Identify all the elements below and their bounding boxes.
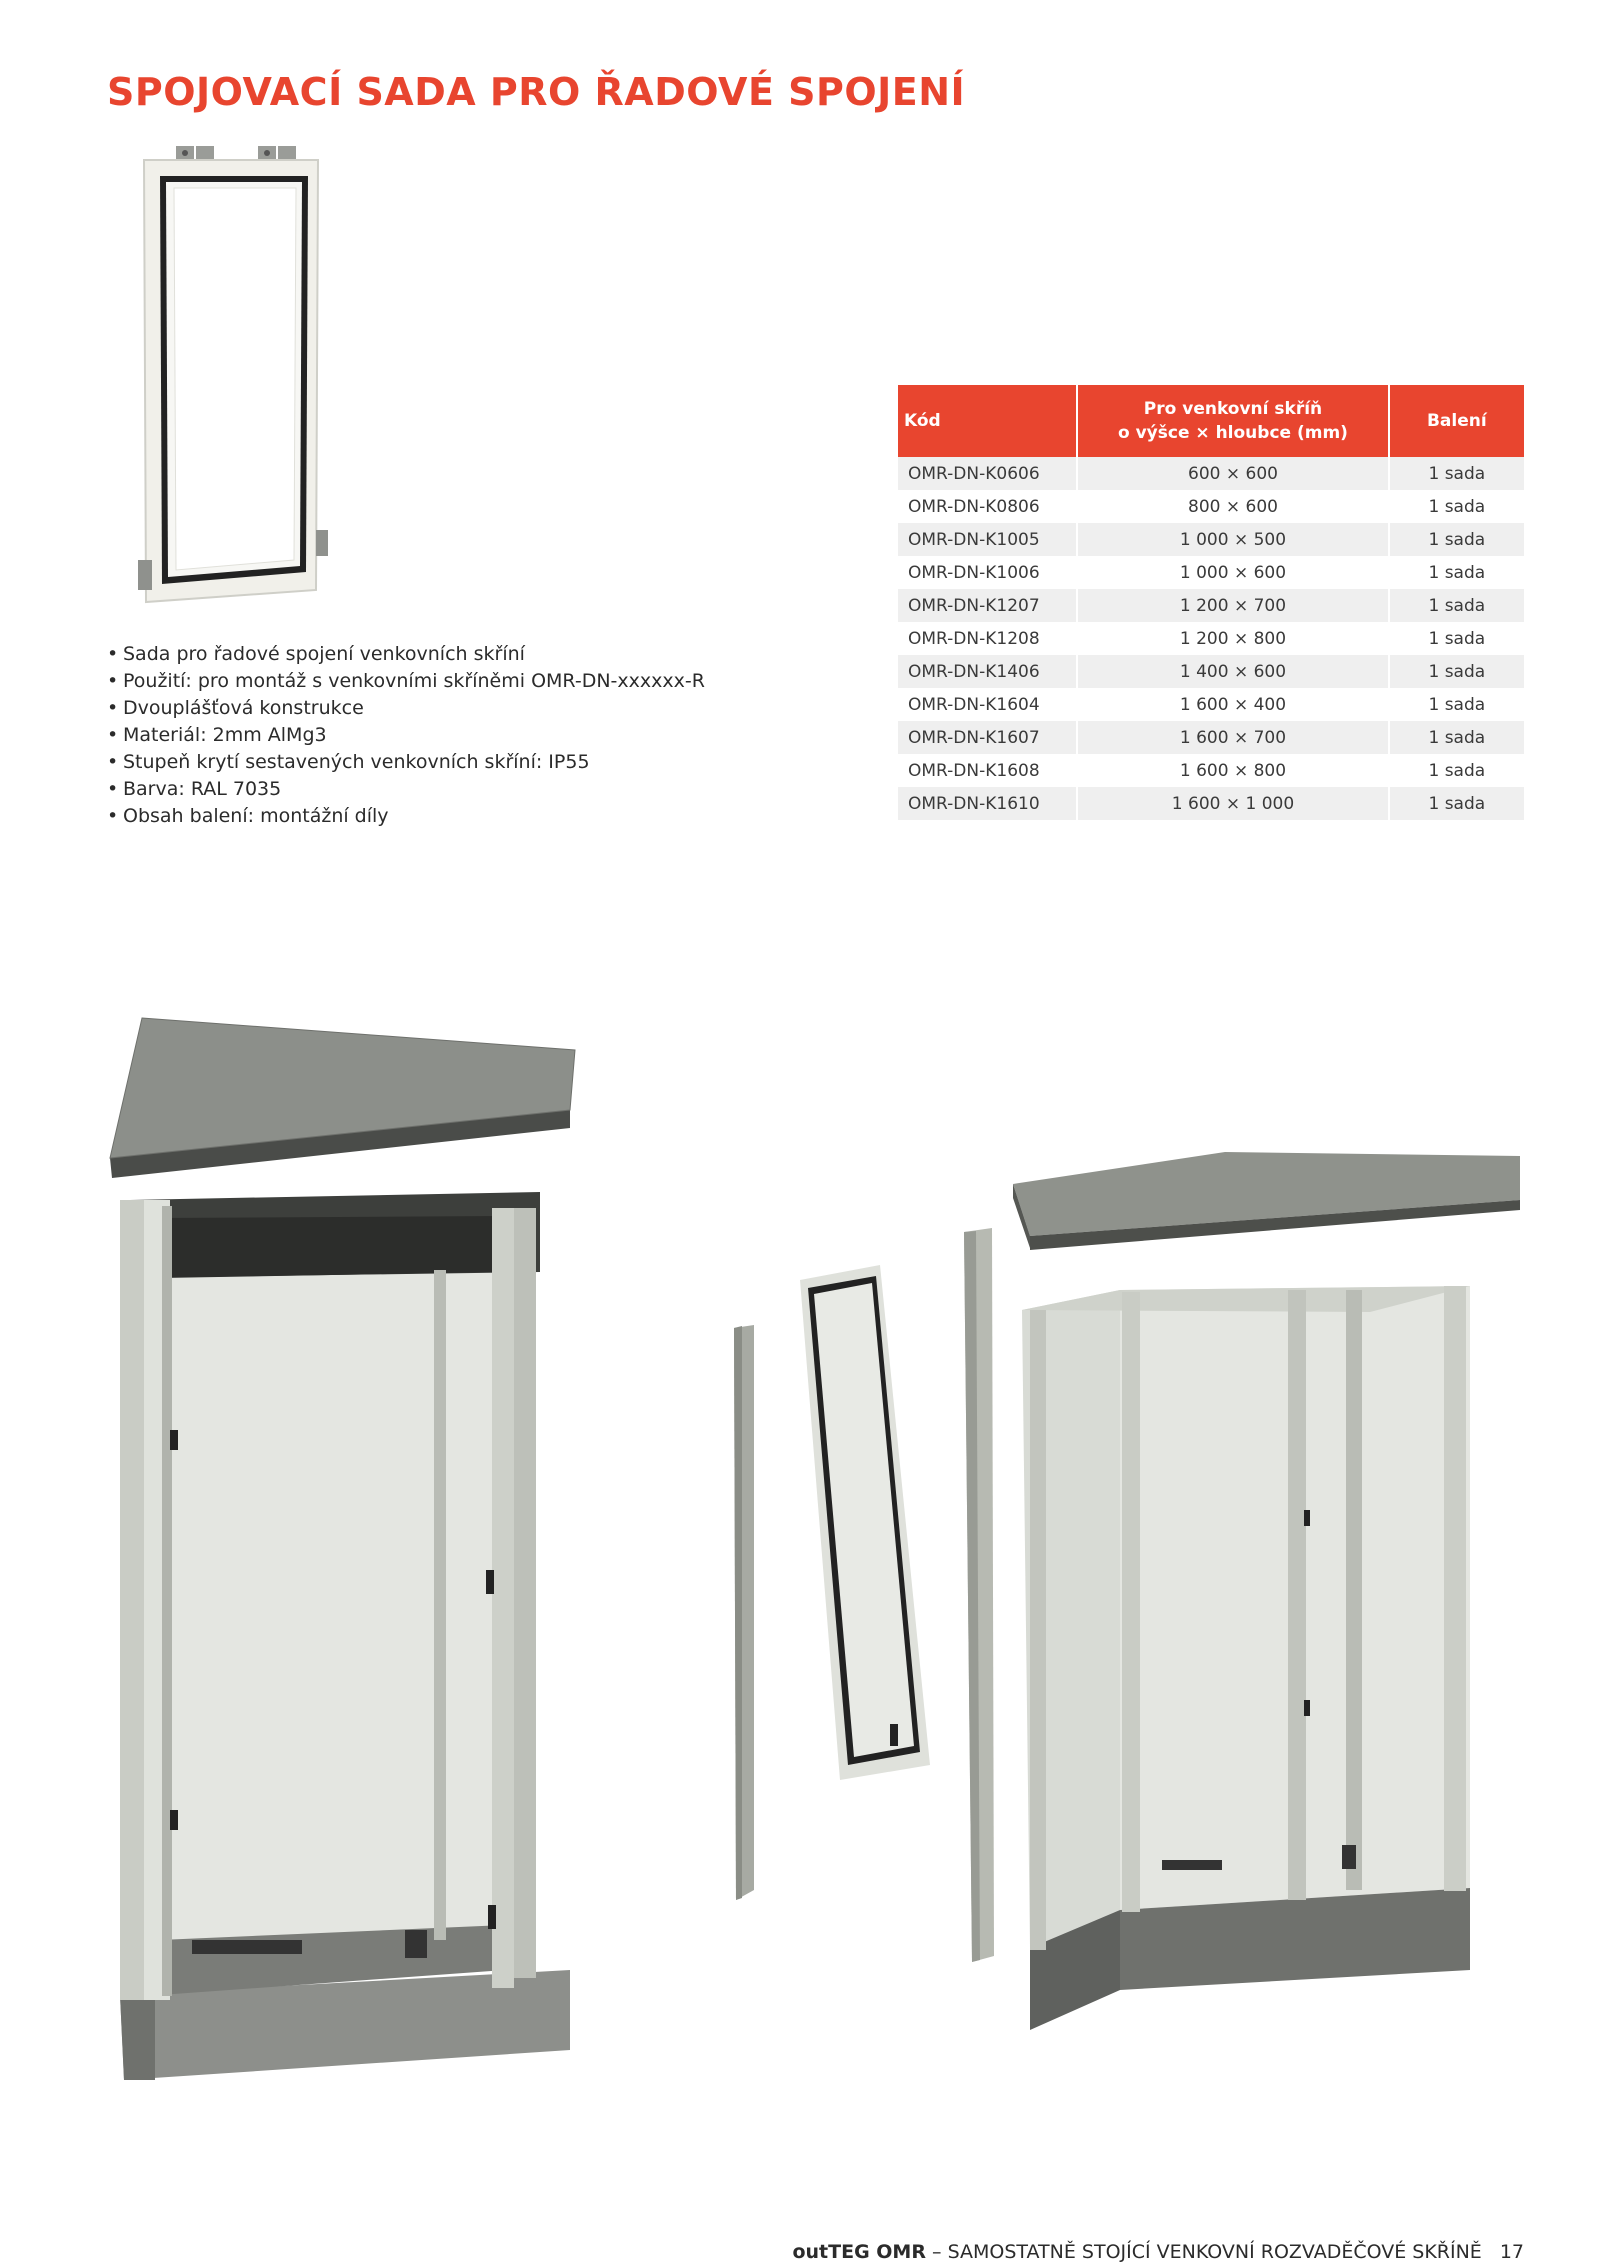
feature-list <box>107 641 705 830</box>
footer-brand: outTEG OMR <box>792 2241 926 2263</box>
feature-item: • Stupeň krytí sestavených venkovních skříní: IP55 <box>107 749 705 776</box>
cell-pack: 1 sada <box>1389 490 1524 523</box>
cell-size: 1 600 × 800 <box>1077 754 1388 787</box>
footer-text: – SAMOSTATNĚ STOJÍCÍ VENKOVNÍ ROZVADĚČOVÉ SKŘÍNĚ <box>925 2241 1482 2263</box>
header-size-line1: Pro venkovní skříň <box>1143 399 1323 419</box>
cell-pack: 1 sada <box>1389 556 1524 589</box>
cell-code: OMR-DN-K1608 <box>898 754 1077 787</box>
cell-code: OMR-DN-K1005 <box>898 523 1077 556</box>
cell-code: OMR-DN-K1604 <box>898 688 1077 721</box>
cell-pack: 1 sada <box>1389 754 1524 787</box>
cell-code: OMR-DN-K1610 <box>898 787 1077 820</box>
feature-item: • Obsah balení: montážní díly <box>107 803 705 830</box>
cell-pack: 1 sada <box>1389 787 1524 820</box>
table-row <box>898 490 1524 523</box>
cell-size: 1 000 × 500 <box>1077 523 1388 556</box>
feature-item: • Barva: RAL 7035 <box>107 776 705 803</box>
cell-pack: 1 sada <box>1389 622 1524 655</box>
cell-size: 1 600 × 700 <box>1077 721 1388 754</box>
cell-pack: 1 sada <box>1389 688 1524 721</box>
table-row <box>898 655 1524 688</box>
feature-item: • Sada pro řadové spojení venkovních skříní <box>107 641 705 668</box>
cell-code: OMR-DN-K1006 <box>898 556 1077 589</box>
cell-size: 1 000 × 600 <box>1077 556 1388 589</box>
cell-code: OMR-DN-K1607 <box>898 721 1077 754</box>
table-row <box>898 787 1524 820</box>
cell-pack: 1 sada <box>1389 523 1524 556</box>
cell-code: OMR-DN-K1406 <box>898 655 1077 688</box>
header-size-line2: o výšce × hloubce (mm) <box>1118 423 1348 443</box>
cell-code: OMR-DN-K0806 <box>898 490 1077 523</box>
cell-size: 1 600 × 400 <box>1077 688 1388 721</box>
cell-size: 1 200 × 700 <box>1077 589 1388 622</box>
cell-size: 800 × 600 <box>1077 490 1388 523</box>
cell-size: 600 × 600 <box>1077 457 1388 490</box>
table-row <box>898 754 1524 787</box>
page-title: SPOJOVACÍ SADA PRO ŘADOVÉ SPOJENÍ <box>107 70 966 114</box>
cell-pack: 1 sada <box>1389 457 1524 490</box>
cabinet-exploded-illustration <box>730 1140 1530 2080</box>
table-header-row <box>898 385 1524 457</box>
header-size <box>1077 385 1388 457</box>
table-row <box>898 589 1524 622</box>
header-pack: Balení <box>1389 385 1524 457</box>
table-row <box>898 721 1524 754</box>
table-row <box>898 523 1524 556</box>
cell-pack: 1 sada <box>1389 589 1524 622</box>
feature-item: • Použití: pro montáž s venkovními skříněmi OMR-DN-xxxxxx-R <box>107 668 705 695</box>
feature-item: • Dvouplášťová konstrukce <box>107 695 705 722</box>
product-code-table <box>898 385 1524 820</box>
cell-size: 1 400 × 600 <box>1077 655 1388 688</box>
cell-code: OMR-DN-K1208 <box>898 622 1077 655</box>
page-number: 17 <box>1499 2241 1524 2263</box>
cell-pack: 1 sada <box>1389 655 1524 688</box>
cell-pack: 1 sada <box>1389 721 1524 754</box>
feature-item: • Materiál: 2mm AlMg3 <box>107 722 705 749</box>
cell-size: 1 200 × 800 <box>1077 622 1388 655</box>
cabinet-assembled-illustration <box>100 1010 580 2080</box>
page-footer <box>792 2241 1524 2263</box>
cell-size: 1 600 × 1 000 <box>1077 787 1388 820</box>
table-row <box>898 622 1524 655</box>
table-row <box>898 457 1524 490</box>
cell-code: OMR-DN-K1207 <box>898 589 1077 622</box>
table-row <box>898 556 1524 589</box>
joining-frame-illustration <box>138 140 338 610</box>
table-row <box>898 688 1524 721</box>
cell-code: OMR-DN-K0606 <box>898 457 1077 490</box>
header-code: Kód <box>898 385 1077 457</box>
